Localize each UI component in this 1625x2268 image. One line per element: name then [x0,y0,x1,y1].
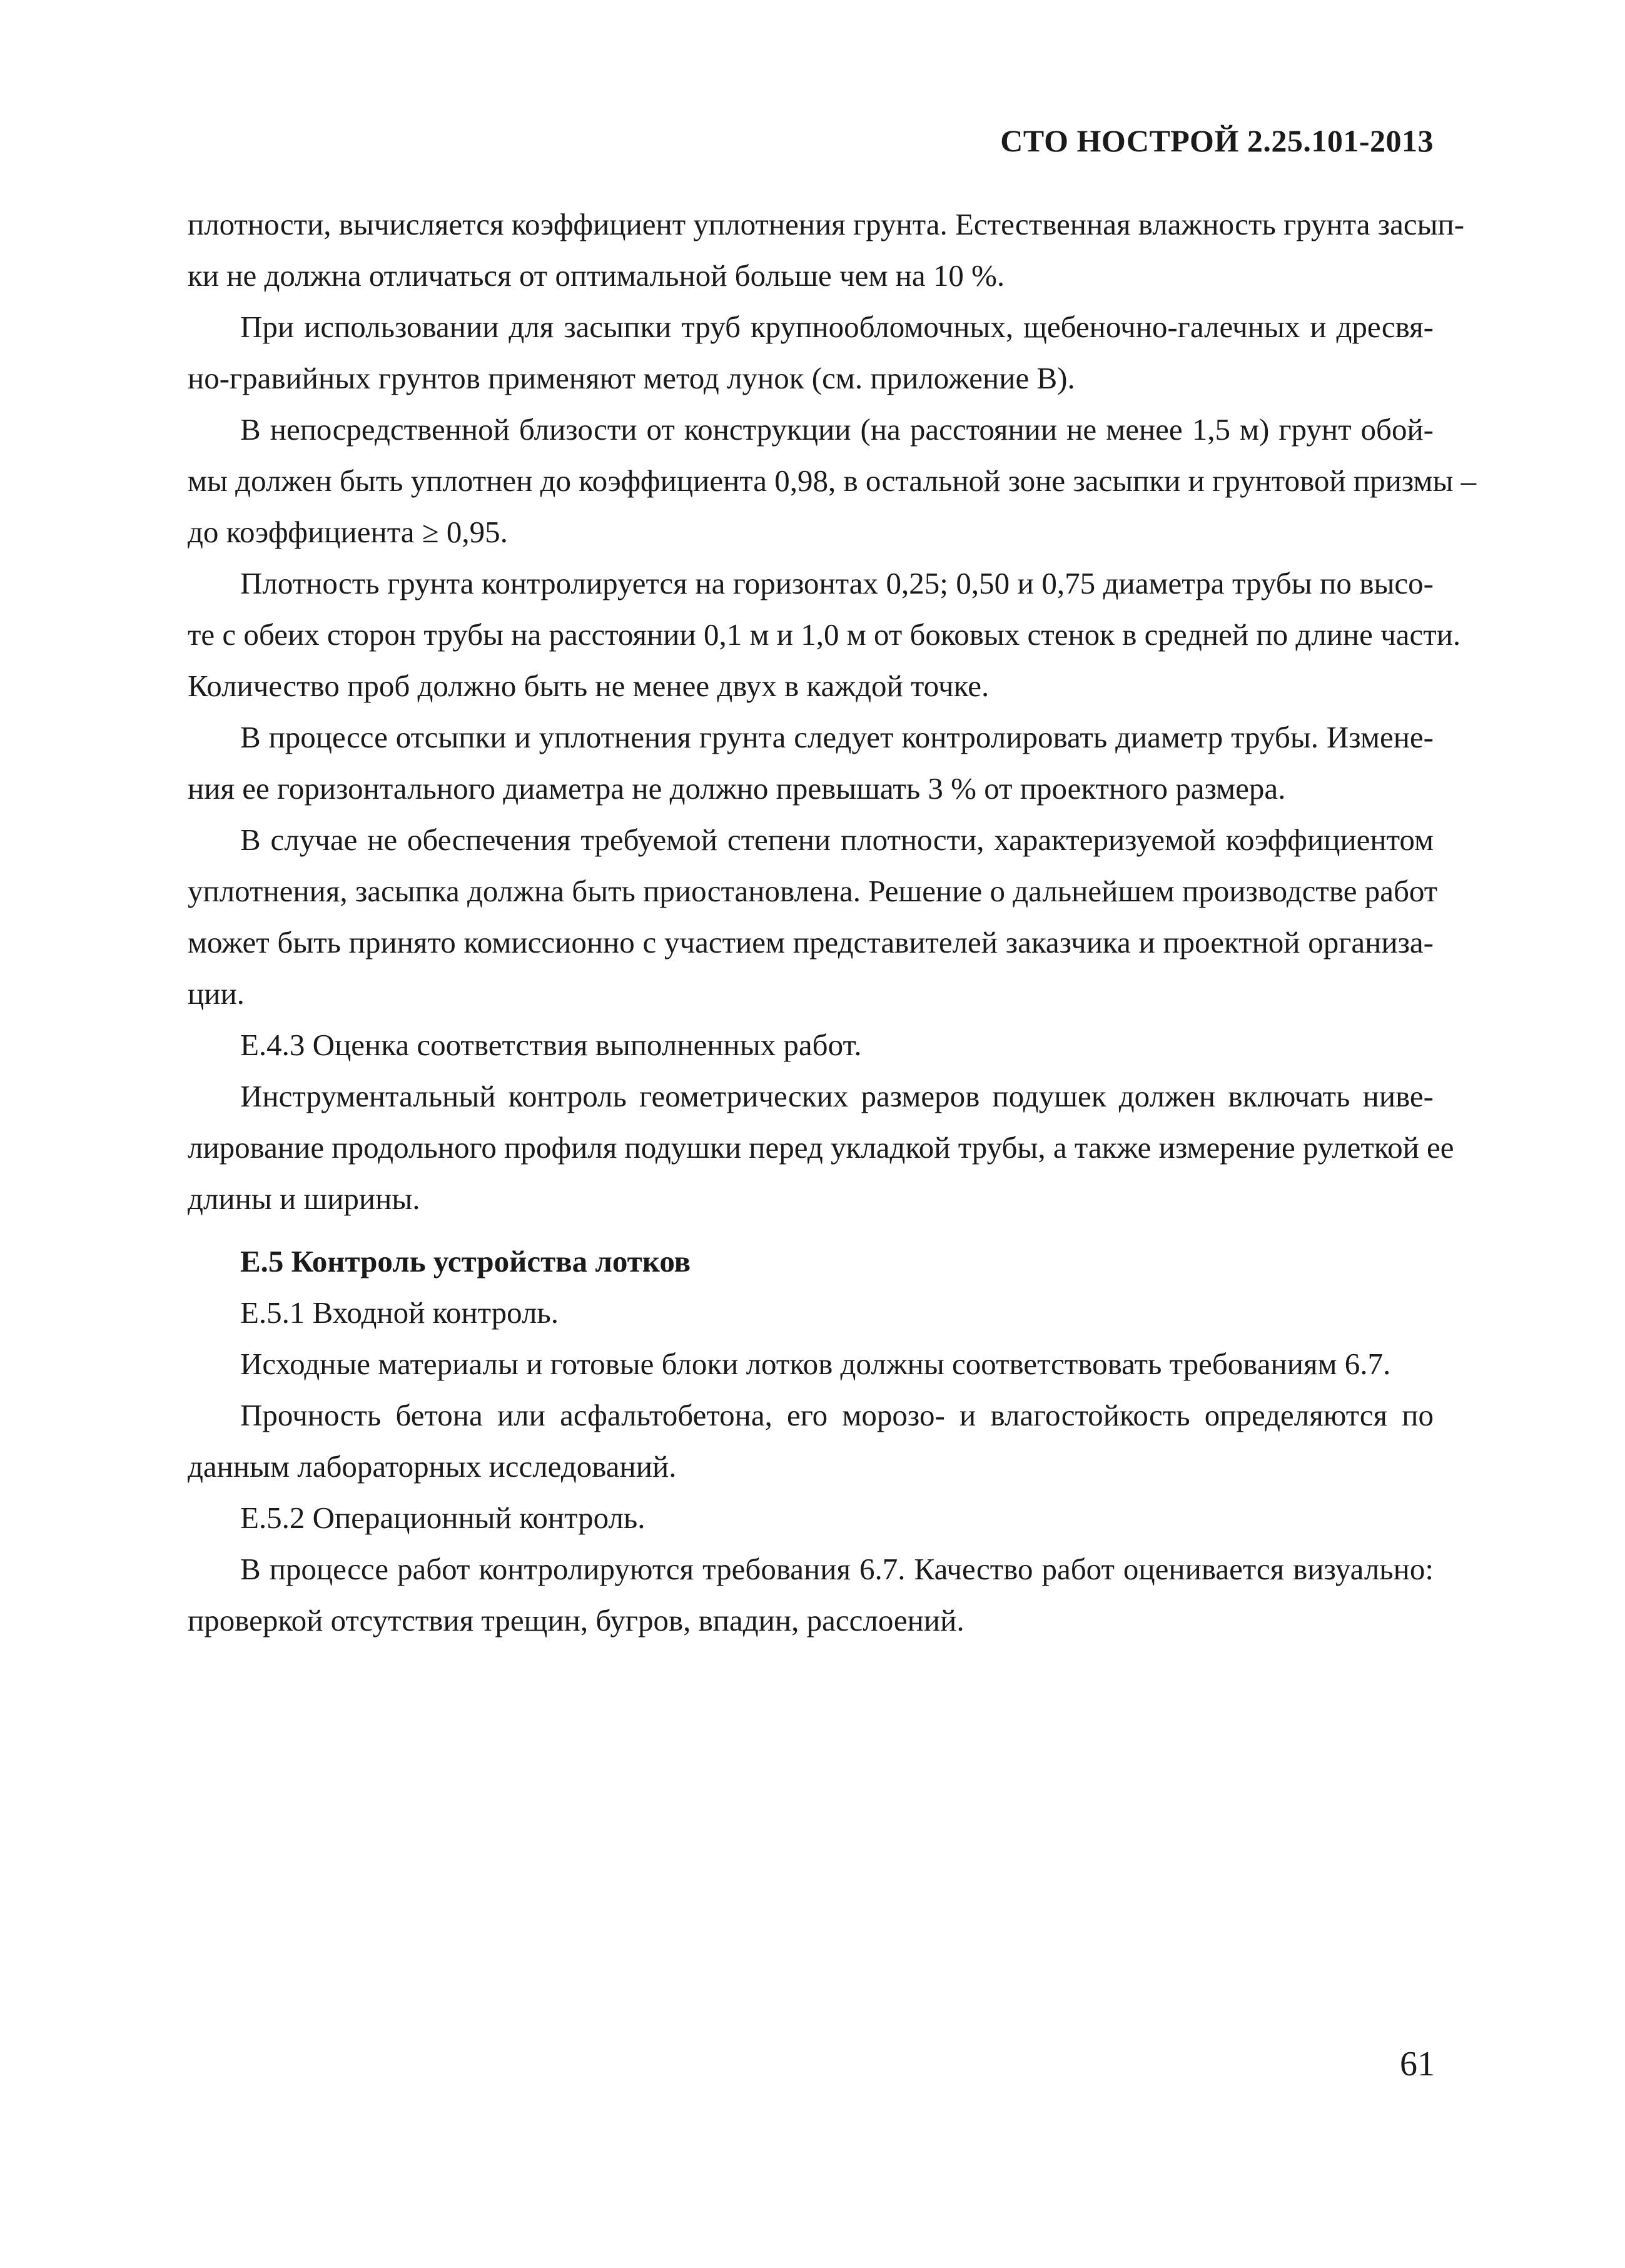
paragraph [188,404,1477,558]
paragraph [188,1339,1434,1390]
text-span: проверкой отсутствия трещин, бугров, впадин, расслоений. [188,1603,964,1638]
text-line [188,1236,1434,1287]
text-span: В случае не обеспечения требуемой степени плотности, характеризуемой коэффициентом [240,823,1434,857]
text-span: Инструментальный контроль геометрических размеров подушек должен включать ниве- [240,1079,1434,1113]
text-span: Е.5.1 Входной контроль. [240,1295,559,1330]
text-span: Исходные материалы и готовые блоки лотков должны соответствовать требованиям 6.7. [240,1347,1391,1381]
text-line [188,1544,1434,1595]
text-span: ции. [188,976,245,1011]
text-line [188,712,1434,763]
text-line [188,1122,1454,1173]
text-line [188,968,1434,1020]
text-line [188,609,1461,661]
text-line [188,661,1434,712]
document-body [188,199,1477,1646]
text-span: мы должен быть уплотнен до коэффициента 0,98, в остальной зоне засыпки и грунтовой призмы – [188,463,1477,498]
text-line [188,353,1434,404]
text-line [188,1173,1434,1225]
text-span: длины и ширины. [188,1182,420,1216]
paragraph [188,1287,1434,1339]
paragraph [188,558,1461,712]
page-number: 61 [1400,2045,1435,2083]
text-line [188,1441,1434,1492]
text-span: В процессе отсыпки и уплотнения грунта следует контролировать диаметр трубы. Измене- [240,720,1434,754]
text-line [188,1287,1434,1339]
text-span: может быть принято комиссионно с участием представителей заказчика и проектной организа- [188,925,1434,959]
paragraph [188,1071,1454,1225]
text-line [188,917,1434,968]
text-line [188,558,1434,609]
section-heading [188,1236,1434,1287]
text-span: лирование продольного профиля подушки перед укладкой трубы, а также измерение рулеткой ее [188,1130,1454,1165]
text-span: Количество проб должно быть не менее двух в каждой точке. [188,669,990,703]
text-span: В процессе работ контролируются требования 6.7. Качество работ оценивается визуально: [240,1552,1434,1586]
text-line [188,866,1438,917]
text-span: Е.5 Контроль устройства лотков [240,1244,691,1278]
text-span: При использовании для засыпки труб крупнообломочных, щебеночно-галечных и дресвя- [240,310,1434,344]
text-span: плотности, вычисляется коэффициент уплотнения грунта. Естественная влажность грунта засып- [188,207,1465,241]
document-code-header: СТО НОСТРОЙ 2.25.101-2013 [1000,123,1434,158]
text-span: Прочность бетона или асфальтобетона, его морозо- и влагостойкость определяются по [240,1398,1434,1432]
text-line [188,301,1434,353]
text-span: Е.4.3 Оценка соответствия выполненных работ. [240,1028,862,1062]
text-span: данным лабораторных исследований. [188,1449,677,1484]
text-span: ки не должна отличаться от оптимальной больше чем на 10 %. [188,258,1005,293]
text-span: В непосредственной близости от конструкции (на расстоянии не менее 1,5 м) грунт обой- [240,412,1434,447]
paragraph [188,1020,1434,1071]
text-line [188,404,1434,455]
text-line [188,199,1465,250]
text-span: те с обеих сторон трубы на расстоянии 0,1 м и 1,0 м от боковых стенок в средней по длине части. [188,617,1461,652]
text-span: Плотность грунта контролируется на горизонтах 0,25; 0,50 и 0,75 диаметра трубы по высо- [240,566,1434,600]
paragraph [188,1390,1434,1492]
paragraph [188,301,1434,404]
paragraph [188,814,1438,1020]
text-line [188,1339,1434,1390]
text-line [188,1020,1434,1071]
text-line [188,1071,1434,1122]
paragraph [188,199,1465,301]
text-line [188,1595,1434,1646]
text-span: уплотнения, засыпка должна быть приостановлена. Решение о дальнейшем производстве работ [188,874,1438,908]
text-line [188,507,1434,558]
text-line [188,814,1434,866]
text-line [188,250,1434,301]
text-line [188,763,1434,814]
text-span: ния ее горизонтального диаметра не должно превышать 3 % от проектного размера. [188,771,1286,806]
paragraph [188,1492,1434,1544]
text-line [188,455,1477,507]
text-span: Е.5.2 Операционный контроль. [240,1501,645,1535]
paragraph [188,712,1434,814]
text-line [188,1492,1434,1544]
text-line [188,1390,1434,1441]
text-span: до коэффициента ≥ 0,95. [188,515,508,549]
text-span: но-гравийных грунтов применяют метод лунок (см. приложение В). [188,361,1075,395]
paragraph [188,1544,1434,1646]
